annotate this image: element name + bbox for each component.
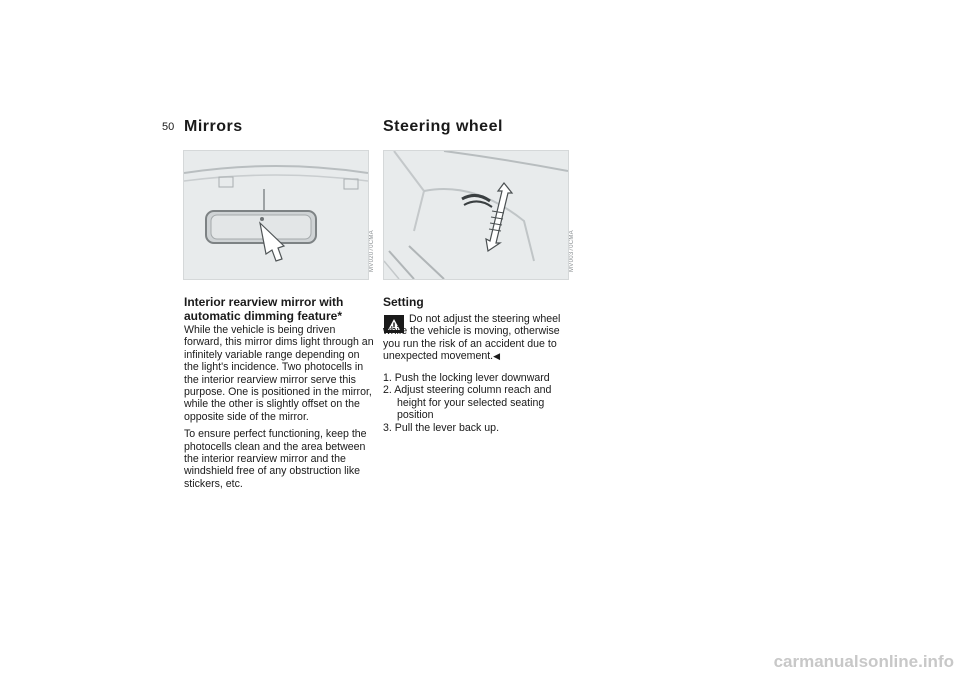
steering-image-code: MV00370CMA [569, 230, 575, 273]
warning-text-block [383, 313, 578, 363]
end-mark: ◀ [493, 351, 501, 362]
steering-column-drawing [384, 151, 568, 279]
rearview-mirror-drawing [184, 151, 368, 279]
mirror-image-code: MV02070CMA [369, 230, 375, 273]
warning-text: Do not adjust the steering wheel while the vehicle is moving, otherwise you run the risk of an accident due to unexpected movement. [383, 313, 561, 363]
mirror-paragraph: While the vehicle is being driven forward, this mirror dims light through an infinitely variable range depending on the light's incidence. Two photocells in the interior rearview mirror serve this purpose. One is positioned in the mirror, while the other is slightly offset on the opposite side of the mirror. [184, 324, 374, 423]
mirror-illustration [183, 150, 369, 280]
page-number: 50 [162, 121, 175, 133]
mirror-subheading: Interior rearview mirror with automatic dimming feature* [184, 295, 344, 323]
mirror-paragraph: To ensure perfect functioning, keep the photocells clean and the area between the interior rearview mirror and the windshield free of any obstruction like stickers, etc. [184, 428, 367, 490]
step-item: 2. Adjust steering column reach and height for your selected seating position [383, 384, 552, 422]
step-item: 3. Pull the lever back up. [383, 421, 500, 434]
watermark: carmanualsonline.info [773, 652, 954, 671]
step-item: 1. Push the locking lever downward [383, 372, 550, 384]
steering-illustration [383, 150, 569, 280]
steps-block [383, 372, 578, 434]
mirror-text [184, 324, 374, 495]
mirrors-title: Mirrors [184, 118, 243, 135]
setting-subheading: Setting [383, 295, 424, 309]
steering-title: Steering wheel [383, 118, 503, 135]
